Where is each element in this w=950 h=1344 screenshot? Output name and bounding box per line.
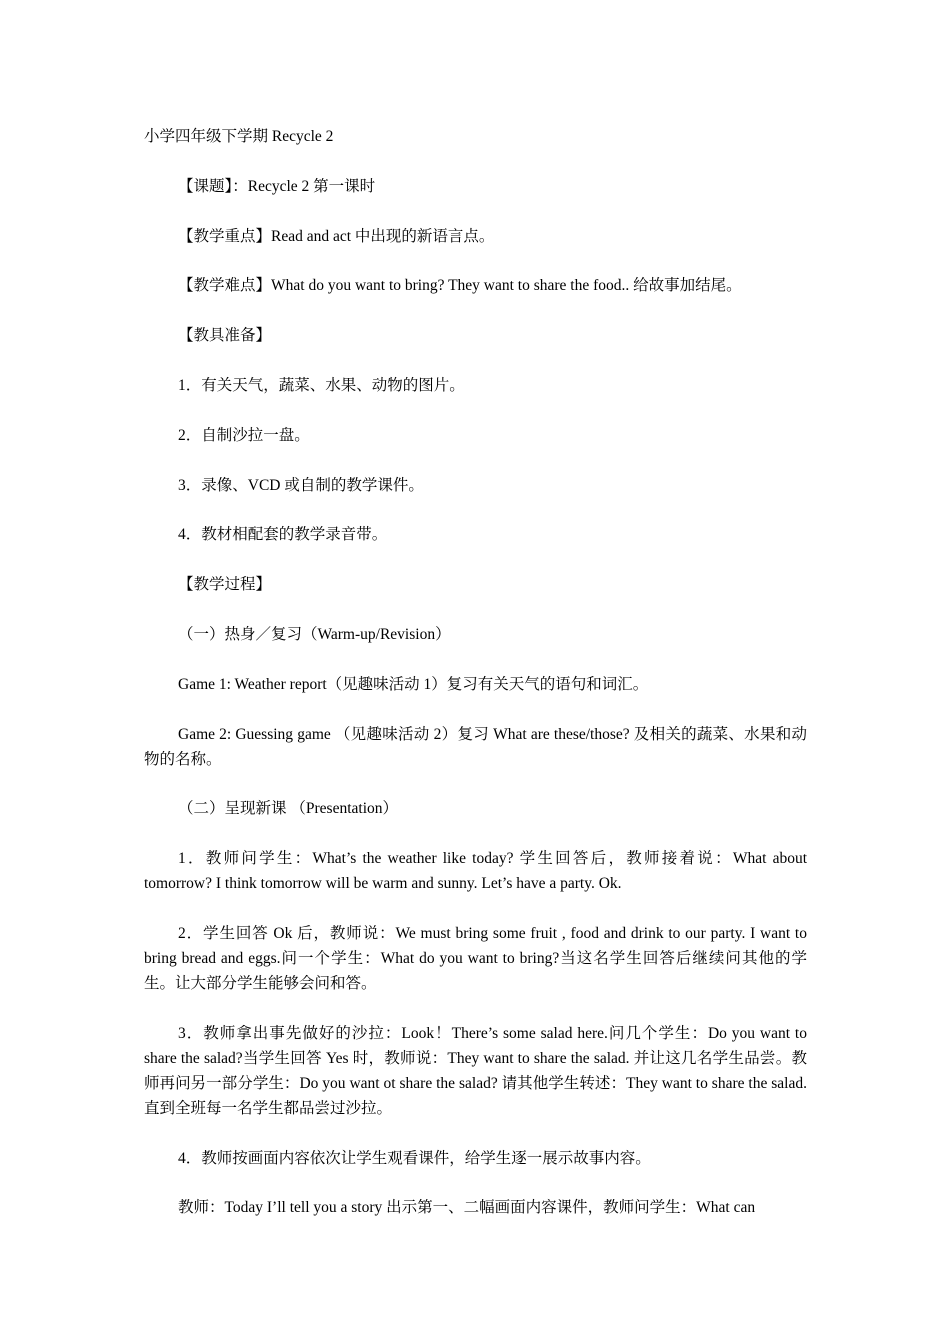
materials-item-4: 4．教材相配套的教学录音带。 <box>178 526 388 544</box>
process-heading: 【教学过程】 <box>178 576 272 594</box>
section-warmup-heading: （一）热身／复习（Warm-up/Revision） <box>178 625 451 643</box>
materials-item-1: 1．有关天气，蔬菜、水果、动物的图片。 <box>178 376 465 394</box>
section-presentation-heading: （二）呈现新课 （Presentation） <box>178 800 398 818</box>
game-1: Game 1: Weather report（见趣味活动 1）复习有关天气的语句和词汇。 <box>178 675 649 693</box>
teaching-difficulty: 【教学难点】What do you want to bring? They want to share the food.. 给故事加结尾。 <box>178 277 742 295</box>
materials-heading: 【教具准备】 <box>178 327 272 345</box>
presentation-step-3: 3．教师拿出事先做好的沙拉：Look！There’s some salad here.问几个学生：Do you want to share the salad?当学生回答 Yes 时，教师说：They want to share the salad. 并让这几名学生品尝。教师再问另一部分学生：Do you want ot share the salad? 请其他学生转述：They want to share the salad.直到全班每一名学生都品尝过沙拉。 <box>144 1024 807 1117</box>
document-title: 小学四年级下学期 Recycle 2 <box>144 128 334 145</box>
game-2: Game 2: Guessing game （见趣味活动 2）复习 What are these/those? 及相关的蔬菜、水果和动物的名称。 <box>144 725 807 768</box>
materials-item-3: 3．录像、VCD 或自制的教学课件。 <box>178 476 424 494</box>
teacher-story-line: 教师：Today I’ll tell you a story 出示第一、二幅画面内容课件，教师问学生：What can <box>178 1199 756 1217</box>
presentation-step-1: 1．教师问学生：What’s the weather like today? 学生回答后，教师接着说：What about tomorrow? I think tomorrow will be warm and sunny. Let’s have a party. Ok. <box>144 850 807 893</box>
lesson-topic: 【课题】：Recycle 2 第一课时 <box>178 177 376 195</box>
materials-item-2: 2．自制沙拉一盘。 <box>178 426 310 444</box>
teaching-focus: 【教学重点】Read and act 中出现的新语言点。 <box>178 227 495 245</box>
presentation-step-2: 2．学生回答 Ok 后，教师说：We must bring some fruit , food and drink to our party. I want to bring bread and eggs.问一个学生：What do you want to bring?当这名学生回答后继续问其他的学生。让大部分学生能够会问和答。 <box>144 924 807 992</box>
presentation-step-4: 4．教师按画面内容依次让学生观看课件，给学生逐一展示故事内容。 <box>178 1149 651 1167</box>
